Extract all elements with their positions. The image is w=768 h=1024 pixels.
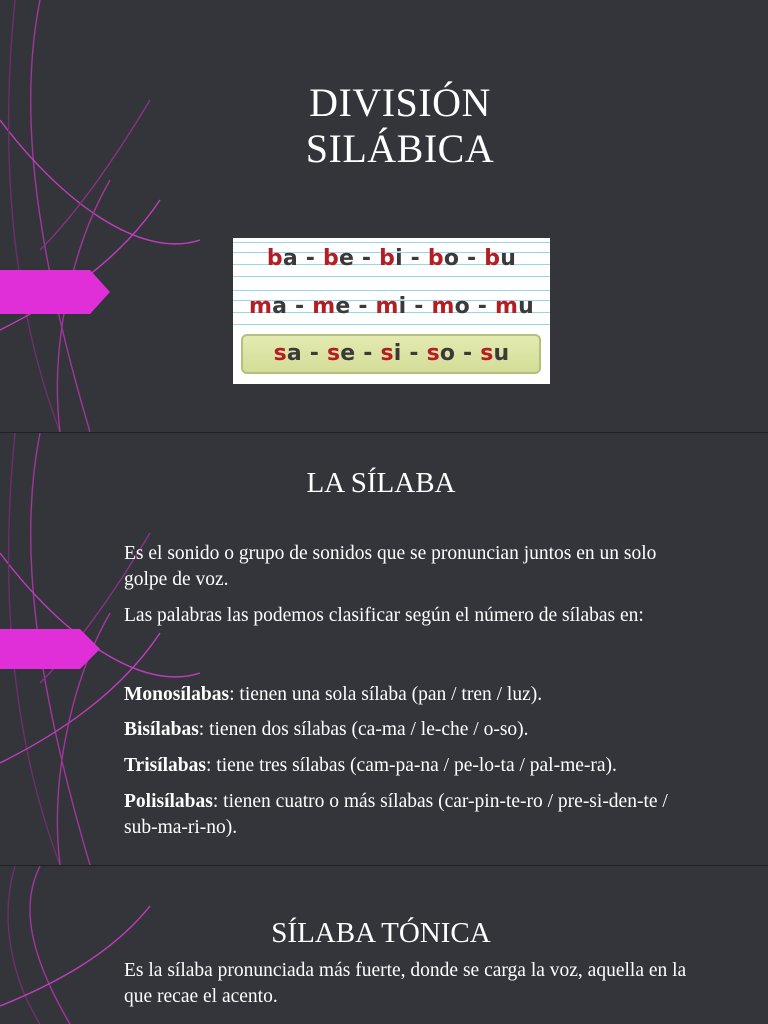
syllable: ma	[249, 294, 288, 319]
slide-1	[0, 0, 768, 432]
syllable: sa	[273, 341, 302, 366]
syllable-separator: -	[401, 341, 427, 366]
type-desc: : tienen una sola sílaba (pan / tren / luz).	[229, 684, 543, 705]
syllable-row	[233, 341, 550, 366]
syllable: bu	[484, 246, 517, 271]
syllable: so	[426, 341, 456, 366]
syllable-separator: -	[469, 294, 495, 319]
syllable: me	[312, 294, 351, 319]
type-term: Bisílabas	[124, 719, 199, 740]
type-term: Monosílabas	[124, 684, 230, 705]
title-line-2: SILÁBICA	[305, 126, 495, 171]
syllable-separator: -	[301, 341, 327, 366]
slide-title	[250, 80, 550, 172]
syllable-separator: -	[354, 246, 380, 271]
syllable: bi	[379, 246, 403, 271]
syllable: mi	[375, 294, 407, 319]
syllable: mu	[495, 294, 534, 319]
type-item	[124, 717, 704, 743]
syllable-separator: -	[355, 341, 381, 366]
type-term: Polisílabas	[124, 791, 213, 812]
syllable-row	[233, 294, 550, 319]
tonica-definition-text: Es la sílaba pronunciada más fuerte, donde se carga la voz, aquella en la que recae el acento.	[124, 960, 687, 1007]
syllable-separator: -	[455, 341, 481, 366]
type-term: Trisílabas	[124, 755, 206, 776]
title-line-1: DIVISIÓN	[309, 80, 491, 125]
decorative-curves	[0, 0, 200, 432]
syllable-separator: -	[287, 294, 313, 319]
syllable: mo	[431, 294, 470, 319]
syllable-separator: -	[459, 246, 485, 271]
type-desc: : tienen dos sílabas (ca-ma / le-che / o-so).	[198, 719, 529, 740]
syllable-row	[233, 246, 550, 271]
syllable: bo	[427, 246, 460, 271]
intro-text: Las palabras las podemos clasificar según el número de sílabas en:	[124, 605, 644, 626]
definition-text: Es el sonido o grupo de sonidos que se pronuncian juntos en un solo golpe de voz.	[124, 543, 657, 590]
syllable: su	[480, 341, 510, 366]
type-desc: : tienen cuatro o más sílabas (car-pin-te-ro / pre-si-den-te / sub-ma-ri-no).	[124, 791, 668, 838]
syllable-separator: -	[350, 294, 376, 319]
syllable-chart-image	[233, 238, 550, 384]
section-heading-la-silaba: LA SÍLABA	[306, 467, 456, 499]
syllable: se	[326, 341, 356, 366]
type-item	[124, 682, 704, 708]
syllable-separator: -	[402, 246, 428, 271]
syllable: ba	[266, 246, 298, 271]
syllable-separator: -	[297, 246, 323, 271]
syllable: si	[380, 341, 402, 366]
type-desc: : tiene tres sílabas (cam-pa-na / pe-lo-ta / pal-me-ra).	[206, 755, 617, 776]
type-item	[124, 753, 704, 779]
syllable: be	[322, 246, 355, 271]
section-heading-silaba-tonica: SÍLABA TÓNICA	[271, 917, 491, 949]
type-item	[124, 789, 704, 841]
syllable-separator: -	[406, 294, 432, 319]
